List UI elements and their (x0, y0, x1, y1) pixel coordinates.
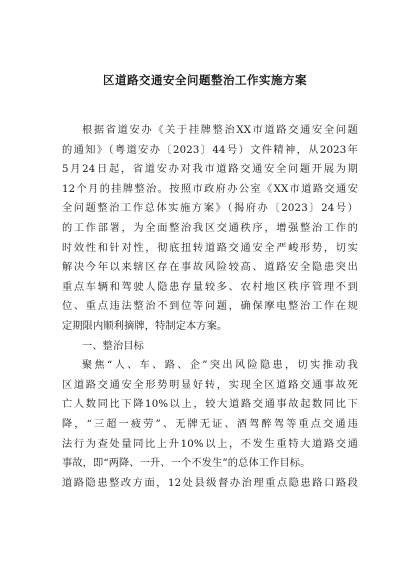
section-heading: 一、整治目标 (82, 340, 145, 352)
paragraph-line: 降，“三超一疲劳”、无牌无证、酒驾醉驾等重点交通违 (62, 418, 358, 430)
document-title: 区道路交通安全问题整治工作实施方案 (103, 73, 307, 87)
paragraph-line: 12个月的挂牌整治。按照市政府办公室《XX市道路交通安 (62, 183, 358, 195)
paragraph-line: 时效性和针对性，彻底扭转道路交通安全严峻形势，切实 (62, 242, 358, 254)
paragraph-line: 的工作部署，为全面整治我区交通秩序，增强整治工作的 (62, 222, 358, 234)
paragraph-line: 解决今年以来辖区存在事故风险较高、道路安全隐患突出 (62, 262, 358, 274)
paragraph-line: 道路隐患整改方面，12处县级督办治理重点隐患路口路段 (62, 477, 358, 489)
paragraph-line: 重点车辆和驾驶人隐患存量较多、农村地区秩序管理不到 (62, 281, 358, 293)
paragraph-line: 5月24日起，省道安办对我市道路交通安全问题开展为期 (62, 164, 358, 176)
paragraph-line: 亡人数同比下降10%以上，较大道路交通事故起数同比下 (62, 399, 358, 411)
paragraph-line: 根据省道安办《关于挂牌整治XX市道路交通安全问题 (82, 125, 358, 136)
paragraph-line: 定期限内顺利摘牌，特制定本方案。 (62, 320, 228, 332)
paragraph-line: 聚焦“人、车、路、企”突出风险隐患，切实推动我 (82, 360, 358, 372)
paragraph-line: 事故，即“两降、一升、一个不发生”的总体工作目标。 (62, 458, 311, 470)
paragraph-line: 法行为查处量同比上升10%以上，不发生重特大道路交通 (62, 438, 358, 450)
paragraph-line: 区道路交通安全形势明显好转，实现全区道路交通事故死 (62, 379, 358, 391)
paragraph-line: 位、重点违法整治不到位等问题，确保摩电整治工作在规 (62, 301, 358, 313)
document-body (62, 121, 358, 493)
paragraph-line: 全问题整治工作总体实施方案》（揭府办〔2023〕24号） (62, 203, 358, 215)
paragraph-line: 的通知》（粤道安办〔2023〕44号）文件精神，从2023年 (62, 144, 358, 156)
